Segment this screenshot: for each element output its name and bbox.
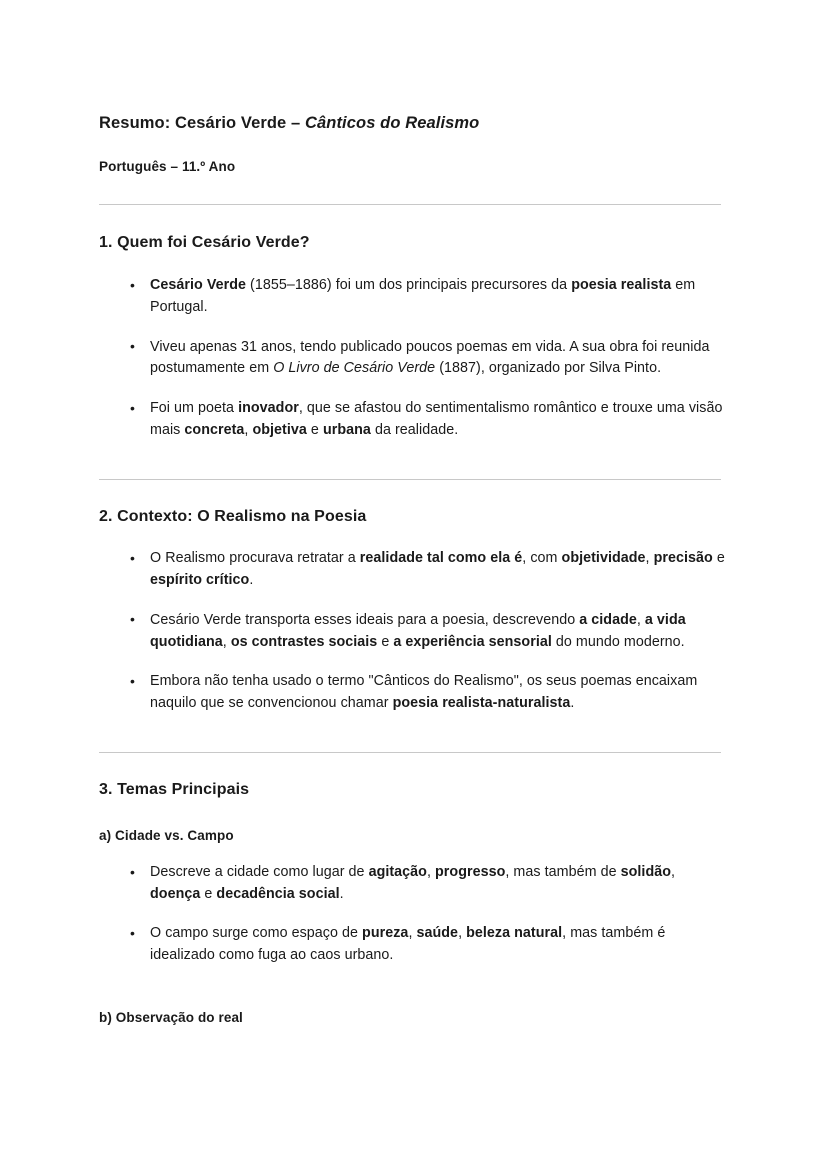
emphasis-bold: solidão bbox=[620, 864, 672, 881]
text-run: Cesário Verde transporta esses ideais para a poesia, descrevendo bbox=[150, 611, 580, 628]
section-divider-3 bbox=[99, 752, 721, 753]
page-title-work: Cânticos do Realismo bbox=[304, 114, 480, 132]
text-run: O Realismo procurava retratar a bbox=[150, 550, 360, 567]
emphasis-bold: inovador bbox=[238, 400, 299, 417]
text-run: . bbox=[339, 885, 344, 902]
emphasis-bold: Cesário Verde bbox=[150, 277, 247, 294]
list-item bbox=[99, 398, 725, 441]
text-run: Descreve a cidade como lugar de bbox=[150, 864, 369, 881]
text-run: , bbox=[458, 925, 467, 942]
emphasis-bold: agitação bbox=[368, 864, 427, 881]
text-run: Embora não tenha usado o termo "Cânticos do Realismo", os seus poemas encaixam naquilo que se convencionou chamar bbox=[150, 673, 698, 711]
emphasis-bold: progresso bbox=[435, 864, 506, 881]
emphasis-bold: urbana bbox=[322, 421, 371, 438]
section-heading-3: 3. Temas Principais bbox=[99, 780, 250, 798]
emphasis-bold: a experiência sensorial bbox=[393, 633, 552, 650]
text-run: , bbox=[636, 611, 645, 628]
list-item bbox=[99, 548, 725, 591]
emphasis-bold: beleza natural bbox=[466, 925, 563, 942]
text-run: O campo surge como espaço de bbox=[150, 925, 363, 942]
list-item bbox=[99, 862, 725, 905]
emphasis-bold: poesia realista bbox=[571, 277, 672, 294]
section-divider-2 bbox=[99, 479, 721, 480]
emphasis-bold: realidade tal como ela é bbox=[359, 550, 523, 567]
text-run: . bbox=[249, 572, 254, 589]
emphasis-italic: O Livro de Cesário Verde bbox=[273, 360, 436, 377]
text-run: do mundo moderno. bbox=[551, 633, 685, 650]
text-run: , com bbox=[522, 550, 562, 567]
list-item bbox=[99, 671, 725, 714]
emphasis-bold: espírito crítico bbox=[150, 572, 250, 589]
text-run: , bbox=[408, 925, 417, 942]
text-run: Viveu apenas 31 anos, tendo publicado poucos poemas em vida. A sua obra foi reunida postumamente em bbox=[150, 338, 710, 377]
text-run: , bbox=[244, 421, 253, 438]
subsection-heading-3b: b) Observação do real bbox=[99, 1009, 243, 1025]
text-run: e bbox=[712, 550, 725, 567]
subsection-heading-3a: a) Cidade vs. Campo bbox=[99, 827, 234, 843]
section-heading-2: 2. Contexto: O Realismo na Poesia bbox=[99, 507, 367, 525]
section-heading-1: 1. Quem foi Cesário Verde? bbox=[99, 234, 310, 252]
text-run: , bbox=[426, 864, 436, 881]
bullet-list-section-2 bbox=[99, 548, 725, 714]
text-run: , bbox=[645, 550, 654, 567]
text-run: (1887), organizado por Silva Pinto. bbox=[435, 360, 662, 377]
bullet-list-section-3a bbox=[99, 862, 725, 967]
list-item bbox=[99, 923, 725, 966]
emphasis-bold: saúde bbox=[416, 925, 459, 942]
emphasis-bold: pureza bbox=[362, 925, 409, 942]
page-title-prefix: Resumo: Cesário Verde – bbox=[99, 114, 305, 132]
page-subtitle: Português – 11.º Ano bbox=[99, 159, 236, 175]
text-run: e bbox=[377, 633, 394, 650]
text-run: da realidade. bbox=[370, 421, 459, 438]
text-run: em Portugal. bbox=[150, 277, 696, 315]
list-item bbox=[99, 610, 725, 653]
section-divider-1 bbox=[99, 204, 721, 205]
emphasis-bold: a vida quotidiana bbox=[150, 611, 686, 650]
emphasis-bold: poesia realista-naturalista bbox=[392, 694, 571, 711]
text-run: , bbox=[671, 864, 676, 881]
bullet-list-section-1 bbox=[99, 275, 725, 441]
emphasis-bold: concreta bbox=[184, 421, 245, 438]
text-run: , mas também de bbox=[505, 864, 621, 881]
emphasis-bold: a cidade bbox=[579, 611, 637, 628]
emphasis-bold: decadência social bbox=[216, 885, 340, 902]
list-item bbox=[99, 275, 725, 318]
emphasis-bold: doença bbox=[150, 885, 201, 902]
list-item bbox=[99, 337, 725, 380]
page-title bbox=[99, 112, 725, 134]
text-run: , bbox=[222, 633, 231, 650]
text-run: , que se afastou do sentimentalismo romântico e trouxe uma visão mais bbox=[150, 400, 723, 438]
text-run: (1855–1886) foi um dos principais precursores da bbox=[246, 277, 572, 294]
text-run: e bbox=[306, 421, 323, 438]
emphasis-bold: objetiva bbox=[252, 421, 307, 438]
text-run: e bbox=[200, 885, 217, 902]
text-run: . bbox=[570, 694, 575, 711]
emphasis-bold: precisão bbox=[653, 550, 713, 567]
emphasis-bold: objetividade bbox=[561, 550, 646, 567]
emphasis-bold: os contrastes sociais bbox=[230, 633, 378, 650]
text-run: Foi um poeta bbox=[150, 400, 239, 417]
text-run: , mas também é idealizado como fuga ao caos urbano. bbox=[150, 925, 666, 964]
